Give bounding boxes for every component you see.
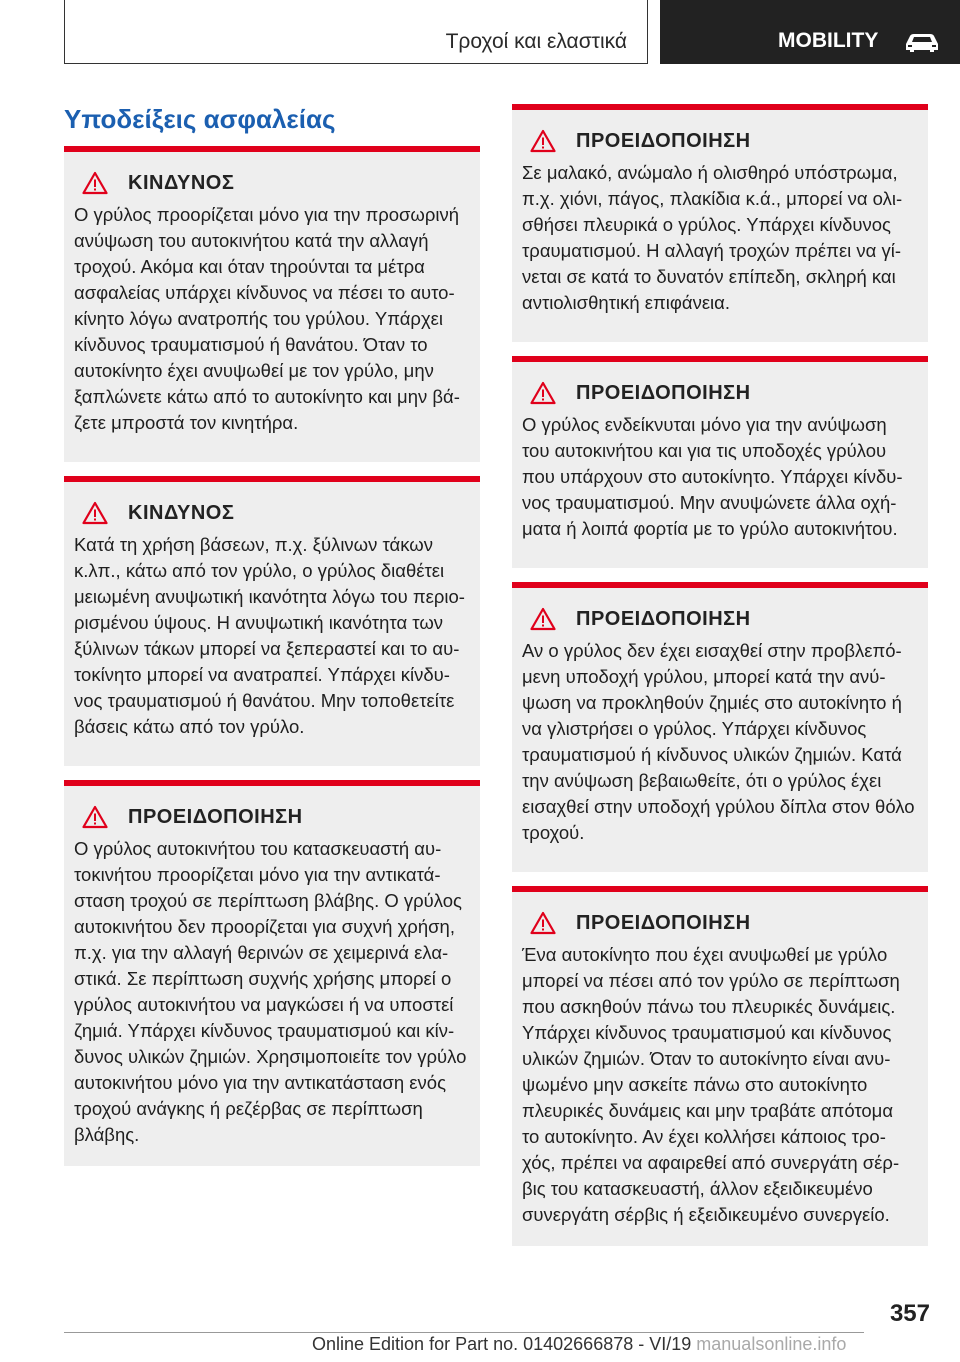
warning-triangle-icon xyxy=(530,607,556,631)
box-text: Ο γρύλος ενδείκνυται μόνο για την ανύψωση του αυτοκινήτου και για τις υποδοχές γρύλου που υπάρχουν στο αυτοκίνητο. Υπάρχει κίνδυ- νος τραυματισμού. Μην ανυψώνετε άλλα οχή- ματα ή λοιπά φορτία με το γρύλο αυτοκινήτου. xyxy=(522,414,903,539)
danger-box-2 xyxy=(64,476,480,766)
warning-triangle-icon xyxy=(82,805,108,829)
warning-box-5 xyxy=(512,356,928,568)
footer-watermark: manualsonline.info xyxy=(696,1334,847,1354)
page-title: Υποδείξεις ασφαλείας xyxy=(64,104,336,134)
box-text: Ένα αυτοκίνητο που έχει ανυψωθεί με γρύλο μπορεί να πέσει από τον γρύλο σε περίπτωση που ασκηθούν πάνω του πλευρικές δυνάμεις. Υπάρχει κίνδυνος τραυματισμού και κίνδυνος υλικών ζημιών. Όταν το αυτοκίνητο είναι ανυ- ψωμένο μην ασκείτε πάνω στο αυτοκίνητο πλευρικές δυνάμεις και μην τραβάτε απότομα το αυτοκίνητο. Αν έχει κολλήσει κάποιος τρο- χός, πρέπει να αφαιρεθεί από συνεργάτη σέρ- βις του κατασκευαστή, άλλον εξειδικευμένο συνεργάτη σέρβις ή εξειδικευμένο συνεργείο. xyxy=(522,944,900,1225)
page-number: 357 xyxy=(889,1300,930,1327)
box-title: ΠΡΟΕΙΔΟΠΟΙΗΣΗ xyxy=(576,381,751,404)
box-title: ΠΡΟΕΙΔΟΠΟΙΗΣΗ xyxy=(576,911,751,934)
header-section-tab xyxy=(64,0,648,64)
box-title: ΚΙΝΔΥΝΟΣ xyxy=(128,501,235,524)
warning-box-4 xyxy=(512,104,928,342)
box-title: ΚΙΝΔΥΝΟΣ xyxy=(128,171,235,194)
header-category-label: MOBILITY xyxy=(778,29,879,52)
box-text: Ο γρύλος προορίζεται μόνο για την προσωρινή ανύψωση του αυτοκινήτου κατά την αλλαγή τροχού. Ακόμα και όταν τηρούνται τα μέτρα ασφαλείας υπάρχει κίνδυνος να πέσει το αυτο- κίνητο λόγω ανατροπής του γρύλου. Υπάρχει κίνδυνος τραυματισμού ή θανάτου. Όταν το αυτοκίνητο έχει ανυψωθεί με τον γρύλο, μην ξαπλώνετε κάτω από το αυτοκίνητο και μην βά- ζετε μπροστά τον κινητήρα. xyxy=(74,204,460,433)
right-column xyxy=(512,104,928,1260)
box-header xyxy=(74,498,470,528)
box-header xyxy=(522,604,918,634)
footer-edition-text: Online Edition for Part no. 01402666878 - VI/19 xyxy=(312,1334,692,1354)
box-header xyxy=(522,378,918,408)
warning-triangle-icon xyxy=(82,171,108,195)
box-header xyxy=(522,126,918,156)
warning-box-6 xyxy=(512,582,928,872)
footer-edition xyxy=(312,1334,846,1355)
warning-triangle-icon xyxy=(530,129,556,153)
box-header xyxy=(522,908,918,938)
danger-box-1 xyxy=(64,146,480,462)
box-title: ΠΡΟΕΙΔΟΠΟΙΗΣΗ xyxy=(128,805,303,828)
warning-box-7 xyxy=(512,886,928,1246)
warning-triangle-icon xyxy=(530,911,556,935)
box-text: Αν ο γρύλος δεν έχει εισαχθεί στην προβλεπό- μενη υποδοχή γρύλου, μπορεί κατά την ανύ- ψωση να προκληθούν ζημιές στο αυτοκίνητο ή να γλιστρήσει ο γρύλος. Υπάρχει κίνδυνος τραυματισμού ή κίνδυνος υλικών ζημιών. Κατά την ανύψωση βεβαιωθείτε, ότι ο γρύλος έχει εισαχθεί στην υποδοχή γρύλου δίπλα στον θόλο τροχού. xyxy=(522,640,915,843)
box-header xyxy=(74,802,470,832)
box-text: Σε μαλακό, ανώμαλο ή ολισθηρό υπόστρωμα, π.χ. χιόνι, πάγος, πλακίδια κ.ά., μπορεί να ολι- σθήσει πλευρικά ο γρύλος. Υπάρχει κίνδυνος τραυματισμού. Η αλλαγή τροχών πρέπει να γί- νεται σε κατά το δυνατόν επίπεδη, σκληρή και αντιολισθητική επιφάνεια. xyxy=(522,162,903,313)
warning-box-3 xyxy=(64,780,480,1166)
header-section-title: Τροχοί και ελαστικά xyxy=(445,30,627,53)
box-title: ΠΡΟΕΙΔΟΠΟΙΗΣΗ xyxy=(576,607,751,630)
box-text: Κατά τη χρήση βάσεων, π.χ. ξύλινων τάκων κ.λπ., κάτω από τον γρύλο, ο γρύλος διαθέτει μειωμένη ανυψωτική ικανότητα λόγω του περιο- ρισμένου ύψους. Η ανυψωτική ικανότητα των ξύλινων τάκων μπορεί να ξεπεραστεί και το αυ- τοκίνητο μπορεί να ανατραπεί. Υπάρχει κίνδυ- νος τραυματισμού ή θανάτου. Μην τοποθετείτε βάσεις κάτω από τον γρύλο. xyxy=(74,534,465,737)
box-text: Ο γρύλος αυτοκινήτου του κατασκευαστή αυ- τοκινήτου προορίζεται μόνο για την αντικατά- σταση τροχού σε περίπτωση βλάβης. Ο γρύλος αυτοκινήτου δεν προορίζεται για συχνή χρήση, π.χ. για την αλλαγή θερινών σε χειμερινά ελα- στικά. Σε περίπτωση συχνής χρήσης μπορεί ο γρύλος αυτοκινήτου να μαγκώσει ή να υποστεί ζημιά. Υπάρχει κίνδυνος τραυματισμού και κίν- δυνος υλικών ζημιών. Χρησιμοποιείτε τον γρύλο αυτοκινήτου μόνο για την αντικατάσταση ενός τροχού ανάγκης ή ρεζέρβας σε περίπτωση βλάβης. xyxy=(74,838,467,1145)
box-header xyxy=(74,168,470,198)
warning-triangle-icon xyxy=(82,501,108,525)
footer-divider xyxy=(64,1332,864,1333)
box-title: ΠΡΟΕΙΔΟΠΟΙΗΣΗ xyxy=(576,129,751,152)
left-column xyxy=(64,146,480,1180)
header-category-tab xyxy=(660,0,960,64)
warning-triangle-icon xyxy=(530,381,556,405)
car-icon xyxy=(902,31,942,53)
